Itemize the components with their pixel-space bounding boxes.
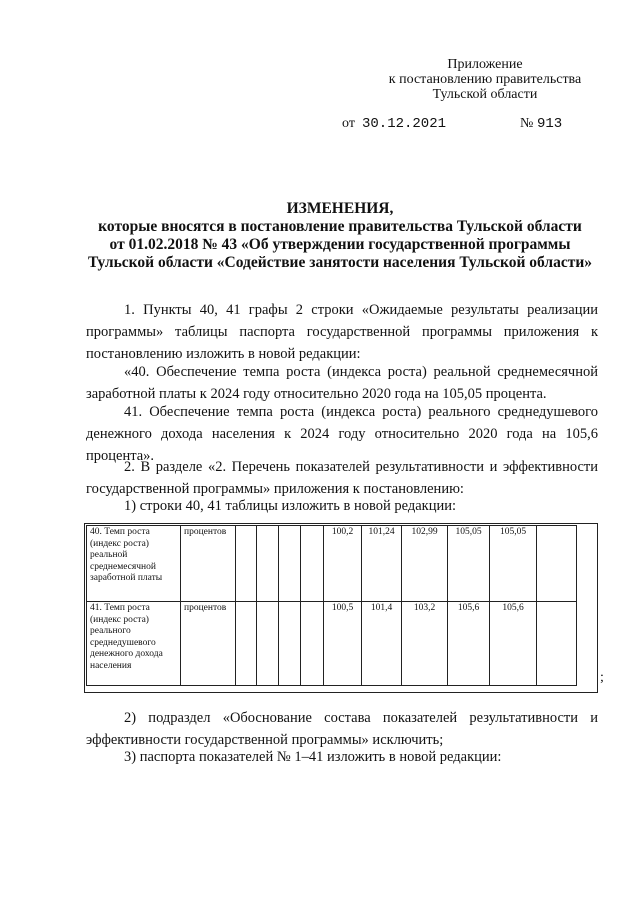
empty-cell	[537, 602, 577, 686]
value-cell: 101,24	[362, 526, 402, 602]
indicator-unit: процентов	[181, 526, 236, 602]
paragraph-1	[86, 299, 598, 365]
paragraph-4-text: 2. В разделе «2. Перечень показателей результативности и эффективности государственной программы» приложения к постановлению:	[86, 459, 598, 497]
title-line-2: которые вносятся в постановление правительства Тульской области	[98, 218, 582, 235]
empty-cell	[301, 602, 324, 686]
indicators-table	[86, 525, 577, 686]
value-cell: 100,2	[324, 526, 362, 602]
value-cell: 105,05	[490, 526, 537, 602]
value-cell: 105,05	[448, 526, 490, 602]
table-row	[87, 602, 577, 686]
decree-number: 913	[537, 116, 563, 132]
empty-cell	[236, 526, 257, 602]
paragraph-6-text: 2) подраздел «Обоснование состава показателей результативности и эффективности государственной программы» исключить;	[86, 710, 598, 748]
appendix-label: Приложение	[447, 57, 523, 72]
paragraph-3-text: 41. Обеспечение темпа роста (индекса роста) реального среднедушевого денежного дохода населения к 2024 году относительно 2020 года на 105,6 процента».	[86, 404, 598, 464]
appendix-region-label: Тульской области	[432, 87, 538, 102]
value-cell: 105,6	[448, 602, 490, 686]
indicator-name: 40. Темп роста (индекс роста) реальной среднемесячной заработной платы	[87, 526, 181, 602]
empty-cell	[257, 526, 279, 602]
value-cell: 105,6	[490, 602, 537, 686]
title-line-4: Тульской области «Содействие занятости населения Тульской области»	[87, 254, 593, 271]
paragraph-5-text: 1) строки 40, 41 таблицы изложить в новой редакции:	[124, 498, 457, 514]
paragraph-5	[86, 495, 598, 517]
date-prefix: от	[342, 116, 355, 131]
paragraph-6	[86, 707, 598, 751]
paragraph-2-text: «40. Обеспечение темпа роста (индекса роста) реальной среднемесячной заработной платы к 2024 году относительно 2020 года на 105,05 процента.	[86, 364, 598, 402]
paragraph-7-text: 3) паспорта показателей № 1–41 изложить в новой редакции:	[124, 749, 502, 765]
decree-date: 30.12.2021	[362, 116, 447, 132]
table-closing-semicolon: ;	[600, 670, 604, 685]
table-row	[87, 526, 577, 602]
paragraph-4	[86, 456, 598, 500]
indicator-unit: процентов	[181, 602, 236, 686]
value-cell: 101,4	[362, 602, 402, 686]
empty-cell	[257, 602, 279, 686]
number-prefix: №	[520, 116, 534, 131]
paragraph-7	[86, 746, 598, 768]
empty-cell	[301, 526, 324, 602]
indicator-name: 41. Темп роста (индекс роста) реального среднедушевого денежного дохода населения	[87, 602, 181, 686]
empty-cell	[236, 602, 257, 686]
empty-cell	[279, 602, 301, 686]
value-cell: 103,2	[402, 602, 448, 686]
paragraph-2	[86, 361, 598, 405]
paragraph-1-text: 1. Пункты 40, 41 графы 2 строки «Ожидаемые результаты реализации программы» таблицы паспорта государственной программы приложения к постановлению изложить в новой редакции:	[86, 302, 598, 362]
value-cell: 102,99	[402, 526, 448, 602]
empty-cell	[537, 526, 577, 602]
appendix-decree-label: к постановлению правительства	[388, 72, 582, 87]
empty-cell	[279, 526, 301, 602]
title-line-3: от 01.02.2018 № 43 «Об утверждении государственной программы	[109, 236, 571, 253]
title-heading: ИЗМЕНЕНИЯ,	[286, 200, 394, 217]
value-cell: 100,5	[324, 602, 362, 686]
